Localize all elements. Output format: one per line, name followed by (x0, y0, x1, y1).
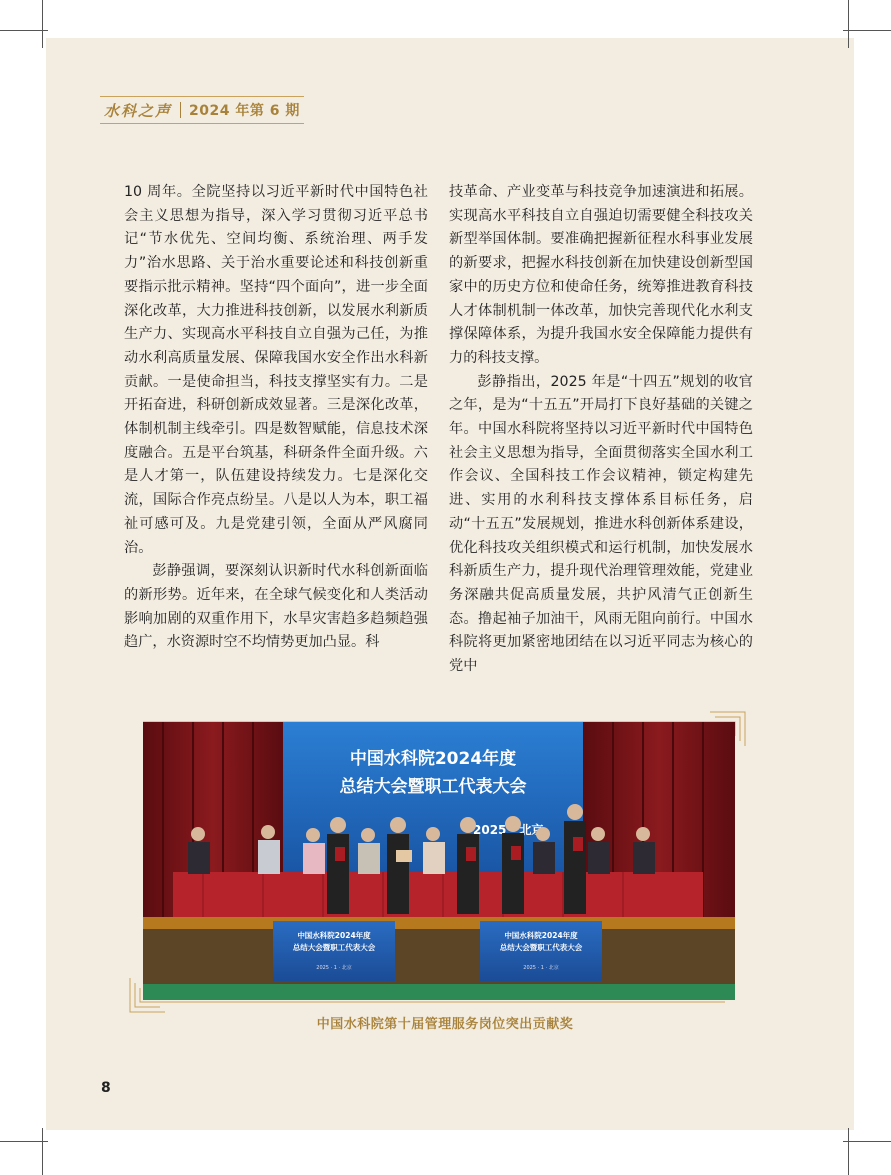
issue-label: 2024 年第 6 期 (189, 103, 300, 119)
event-photo-illustration (143, 722, 735, 1000)
running-header (100, 96, 304, 124)
page-number: 8 (101, 1080, 111, 1096)
backdrop-title-line2: 总结大会暨职工代表大会 (339, 777, 527, 797)
journal-brand: 水科之声 (104, 101, 173, 120)
sign-right-line1: 中国水科院2024年度 (504, 931, 578, 940)
left-paragraph-2: 彭静强调，要深刻认识新时代水科创新面临的新形势。近年来，在全球气候变化和人类活动影响加剧的双重作用下，水旱灾害趋多趋频趋强趋广，水资源时空不均情势更加凸显。科 (124, 563, 428, 651)
sign-left-line2: 总结大会暨职工代表大会 (292, 943, 376, 952)
sign-left-line3: 2025 · 1 · 北京 (316, 965, 352, 971)
sign-right-line2: 总结大会暨职工代表大会 (499, 943, 583, 952)
sign-right-line3: 2025 · 1 · 北京 (523, 965, 559, 971)
left-paragraph-1: 10 周年。全院坚持以习近平新时代中国特色社会主义思想为指导，深入学习贯彻习近平总书记“节水优先、空间均衡、系统治理、两手发力”治水思路、关于治水重要论述和科技创新重要指示批示精神。坚持“四个面向”，进一步全面深化改革，大力推进科技创新，以发展水利新质生产力、实现高水平科技自立自强为己任，为推动水利高质量发展、保障我国水安全作出水科新贡献。一是使命担当，科技支撑坚实有力。二是开拓奋进，科研创新成效显著。三是深化改革，体制机制主线牵引。四是数智赋能，信息技术深度融合。五是平台筑基，科研条件全面升级。六是人才第一，队伍建设持续发力。七是深化交流，国际合作亮点纷呈。八是以人为本，职工福祉可感可及。九是党建引领，全面从严风腐同治。 (124, 184, 428, 556)
right-paragraph-1: 技革命、产业变革与科技竞争加速演进和拓展。实现高水平科技自立自强迫切需要健全科技攻关新型举国体制。要准确把握新征程水科事业发展的新要求，把握水科技创新在加快建设创新型国家中的历史方位和使命任务，统筹推进教育科技人才体制机制一体改革，加快完善现代化水利支撑保障体系，为提升我国水安全保障能力提供有力的科技支撑。 (449, 184, 753, 366)
event-photo (143, 722, 735, 1000)
left-column (124, 181, 428, 655)
backdrop-title-line1: 中国水科院2024年度 (349, 749, 517, 769)
header-separator (180, 102, 181, 118)
photo-caption: 中国水科院第十届管理服务岗位突出贡献奖 (316, 1017, 574, 1032)
backdrop-date: 2025 北京 (473, 823, 544, 837)
right-column (449, 181, 753, 679)
front-sign-left (273, 921, 395, 981)
right-paragraph-2: 彭静指出，2025 年是“十四五”规划的收官之年，是为“十五五”开局打下良好基础的关键之年。中国水科院将坚持以习近平新时代中国特色社会主义思想为指导，全面贯彻落实全国水利工作会议、全国科技工作会议精神，锁定构建先进、实用的水利科技支撑体系目标任务，启动“十五五”发展规划，推进水科创新体系建设，优化科技攻关组织模式和运行机制，加快发展水科新质生产力，提升现代治理管理效能，党建业务深融共促高质量发展，共护风清气正创新生态。撸起袖子加油干，风雨无阻向前行。中国水科院将更加紧密地团结在以习近平同志为核心的党中 (449, 373, 753, 675)
sign-left-line1: 中国水科院2024年度 (297, 931, 371, 940)
front-sign-right (480, 921, 602, 981)
